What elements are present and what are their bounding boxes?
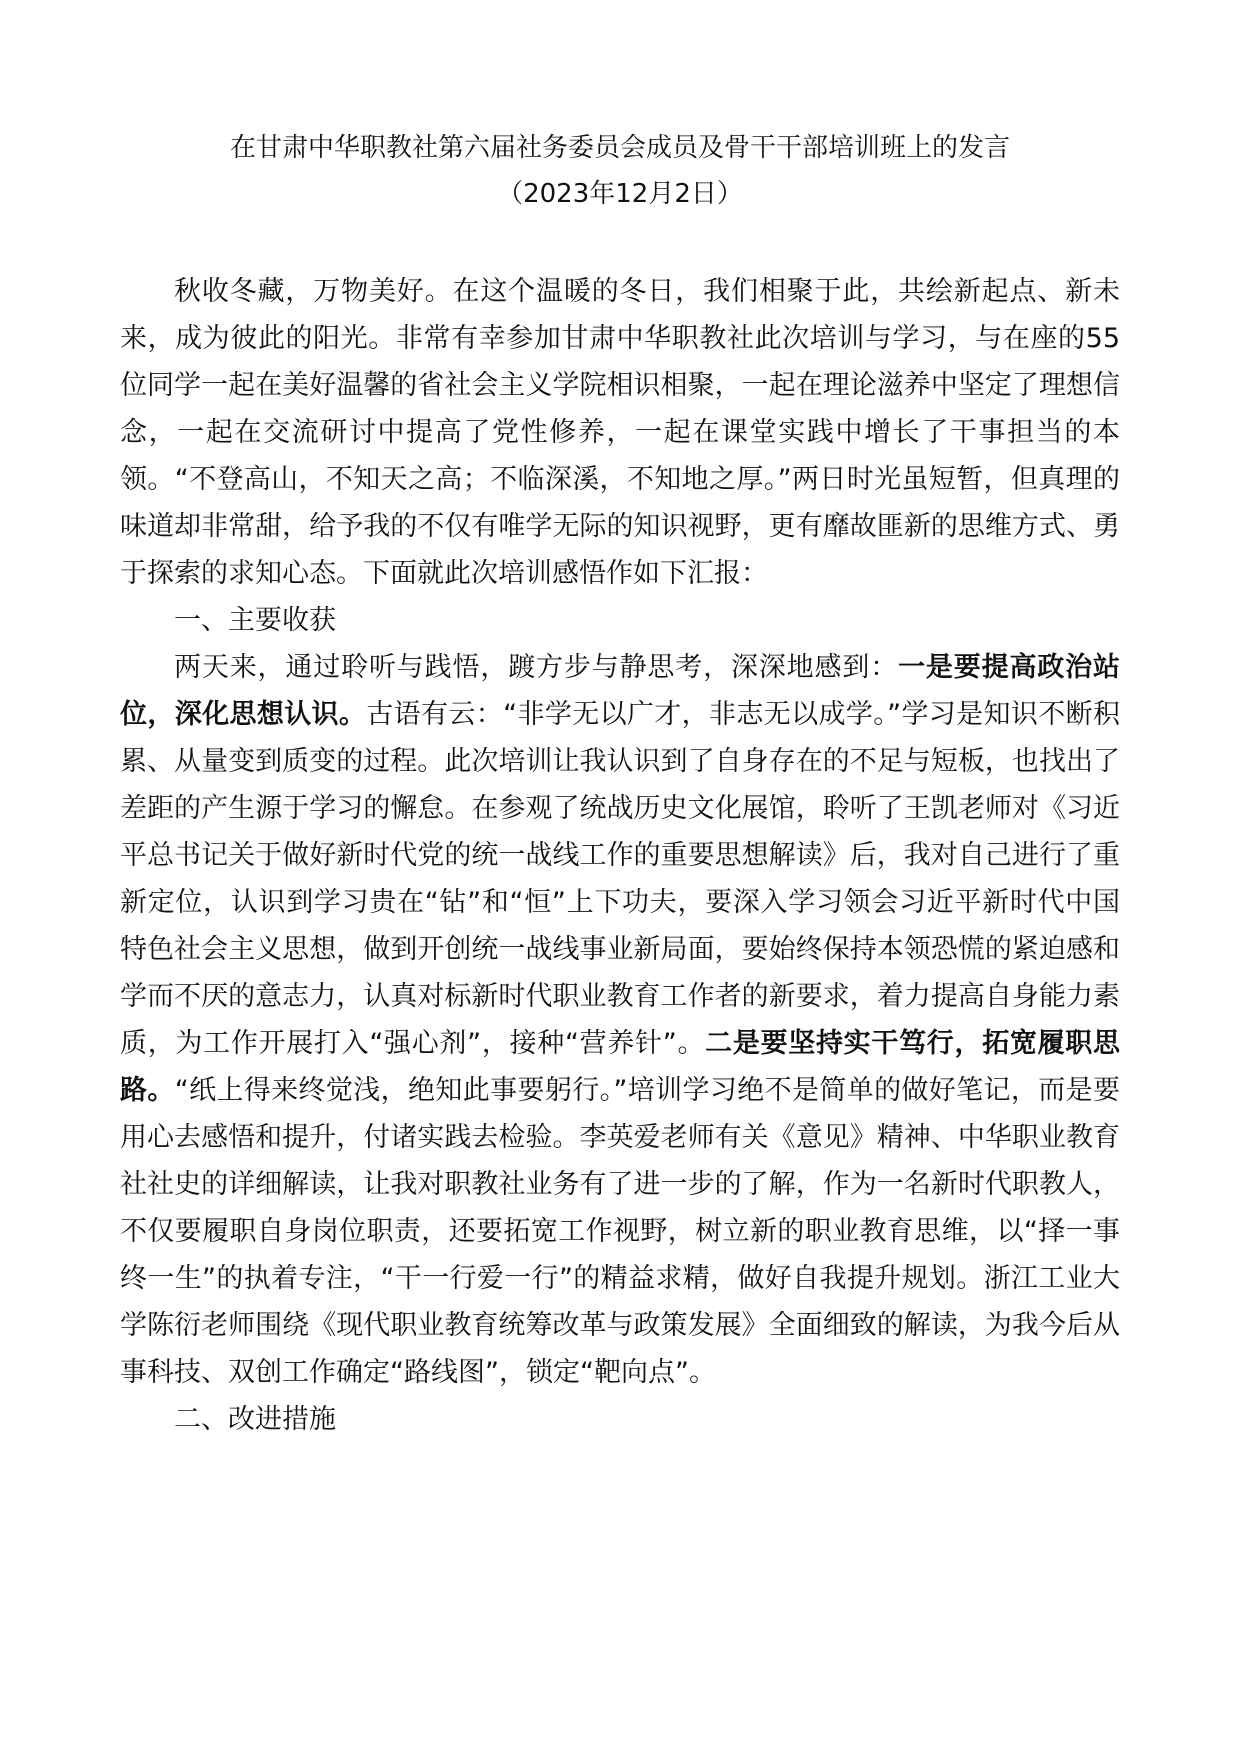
point-one-bold: 一是要提高政治站位，深化思想认识。 <box>120 652 1121 730</box>
gains-paragraph <box>120 644 1120 1396</box>
document-title: 在甘肃中华职教社第六届社务委员会成员及骨干干部培训班上的发言 <box>229 133 1010 163</box>
intro-paragraph: 秋收冬藏，万物美好。在这个温暖的冬日，我们相聚于此，共绘新起点、新未来，成为彼此的阳光。非常有幸参加甘肃中华职教社此次培训与学习，与在座的55位同学一起在美好温馨的省社会主义学院相识相聚，一起在理论滋养中坚定了理想信念，一起在交流研讨中提高了党性修养，一起在课堂实践中增长了干事担当的本领。“不登高山，不知天之高；不临深溪，不知地之厚。”两日时光虽短暂，但真理的味道却非常甜，给予我的不仅有唯学无际的知识视野，更有靡故匪新的思维方式、勇于探索的求知心态。下面就此次培训感悟作如下汇报： <box>120 276 1120 589</box>
gains-lead-text: 两天来，通过聆听与践悟，踱方步与静思考，深深地感到： <box>174 652 899 683</box>
section-heading-gains: 一、主要收获 <box>174 605 336 636</box>
document-date: （2023年12月2日） <box>497 179 743 209</box>
point-one-text: 古语有云：“非学无以广才，非志无以成学。”学习是知识不断积累、从量变到质变的过程。此次培训让我认识到了自身存在的不足与短板，也找出了差距的产生源于学习的懈怠。在参观了统战历史文化展馆，聆听了王凯老师对《习近平总书记关于做好新时代党的统一战线工作的重要思想解读》后，我对自己进行了重新定位，认识到学习贵在“钻”和“恒”上下功夫，要深入学习领会习近平新时代中国特色社会主义思想，做到开创统一战线事业新局面，要始终保持本领恐慌的紧迫感和学而不厌的意志力，认真对标新时代职业教育工作者的新要求，着力提高自身能力素质，为工作开展打入“强心剂”，接种“营养针”。 <box>120 699 1120 1059</box>
section-heading-improvements: 二、改进措施 <box>174 1404 336 1435</box>
point-two-text: “纸上得来终觉浅，绝知此事要躬行。”培训学习绝不是简单的做好笔记，而是要用心去感悟和提升，付诸实践去检验。李英爱老师有关《意见》精神、中华职业教育社社史的详细解读，让我对职教社业务有了进一步的了解，作为一名新时代职教人，不仅要履职自身岗位职责，还要拓宽工作视野，树立新的职业教育思维，以“择一事终一生”的执着专注，“干一行爱一行”的精益求精，做好自我提升规划。浙江工业大学陈衍老师围绕《现代职业教育统筹改革与政策发展》全面细致的解读，为我今后从事科技、双创工作确定“路线图”，锁定“靶向点”。 <box>120 1075 1120 1388</box>
document-body <box>120 268 1120 1443</box>
point-two-bold: 二是要坚持实干笃行，拓宽履职思路。 <box>120 1028 1121 1106</box>
